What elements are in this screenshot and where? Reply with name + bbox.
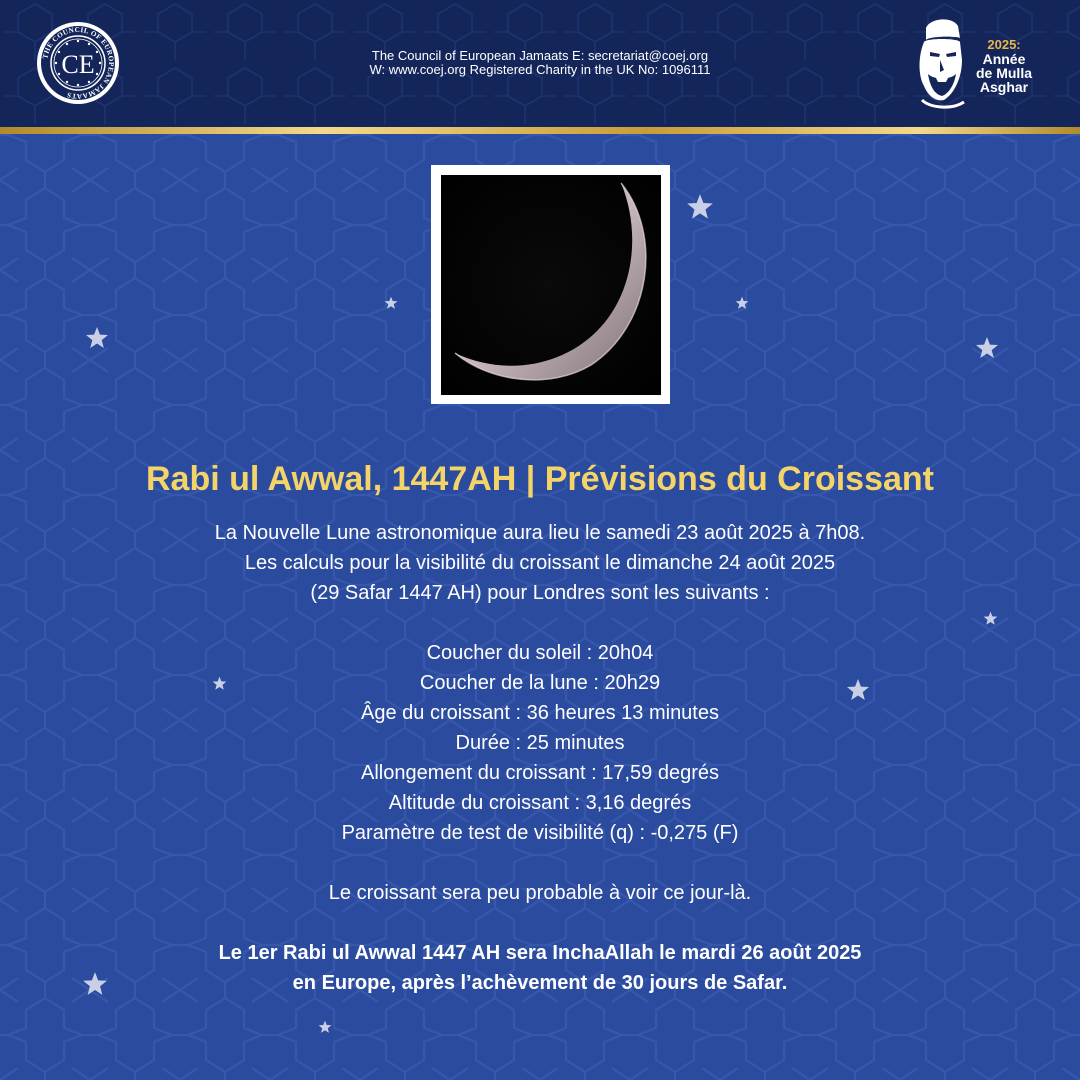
detail-moonset: Coucher de la lune : 20h29 bbox=[419, 672, 661, 694]
conclusion-line-2: en Europe, après l’achèvement de 30 jours de Safar. bbox=[292, 972, 788, 994]
star-icon bbox=[735, 296, 749, 310]
detail-sunset: Coucher du soleil : 20h04 bbox=[426, 642, 654, 664]
detail-crescent-age: Âge du croissant : 36 heures 13 minutes bbox=[361, 702, 719, 724]
badge-line-2: de Mulla bbox=[975, 65, 1032, 81]
badge-year: 2025: bbox=[987, 37, 1021, 52]
badge-line-1: Année bbox=[982, 51, 1026, 67]
star-icon bbox=[85, 326, 109, 350]
logo-monogram: CE bbox=[61, 50, 95, 79]
detail-altitude: Altitude du croissant : 3,16 degrés bbox=[388, 792, 692, 814]
crescent-moon-image bbox=[441, 175, 661, 395]
visibility-note: Le croissant sera peu probable à voir ce jour-là. bbox=[328, 882, 752, 904]
detail-elongation: Allongement du croissant : 17,59 degrés bbox=[361, 762, 719, 784]
intro-line-2: Les calculs pour la visibilité du croissant le dimanche 24 août 2025 bbox=[244, 552, 836, 574]
contact-line-2: W: www.coej.org Registered Charity in the UK No: 1096111 bbox=[369, 62, 711, 77]
star-icon bbox=[318, 1020, 332, 1034]
gold-divider bbox=[0, 127, 1080, 134]
star-icon bbox=[975, 336, 999, 360]
council-logo[interactable] bbox=[36, 21, 120, 105]
badge-line-3: Asghar bbox=[979, 79, 1029, 95]
contact-line-1: The Council of European Jamaats E: secretariat@coej.org bbox=[371, 48, 709, 63]
page-title: Rabi ul Awwal, 1447AH | Prévisions du Croissant bbox=[146, 460, 934, 498]
star-icon bbox=[384, 296, 398, 310]
intro-line-3: (29 Safar 1447 AH) pour Londres sont les suivants : bbox=[310, 582, 770, 604]
contact-info bbox=[260, 49, 820, 77]
star-icon bbox=[686, 193, 714, 221]
detail-visibility-q: Paramètre de test de visibilité (q) : -0,275 (F) bbox=[341, 822, 739, 844]
conclusion-line-1: Le 1er Rabi ul Awwal 1447 AH sera InchaAllah le mardi 26 août 2025 bbox=[218, 942, 862, 964]
detail-duration: Durée : 25 minutes bbox=[455, 732, 625, 754]
intro-line-1: La Nouvelle Lune astronomique aura lieu le samedi 23 août 2025 à 7h08. bbox=[214, 522, 866, 544]
star-icon bbox=[983, 611, 998, 626]
logo-ring-text: THE COUNCIL OF EUROPEAN JAMAATS bbox=[41, 25, 116, 101]
